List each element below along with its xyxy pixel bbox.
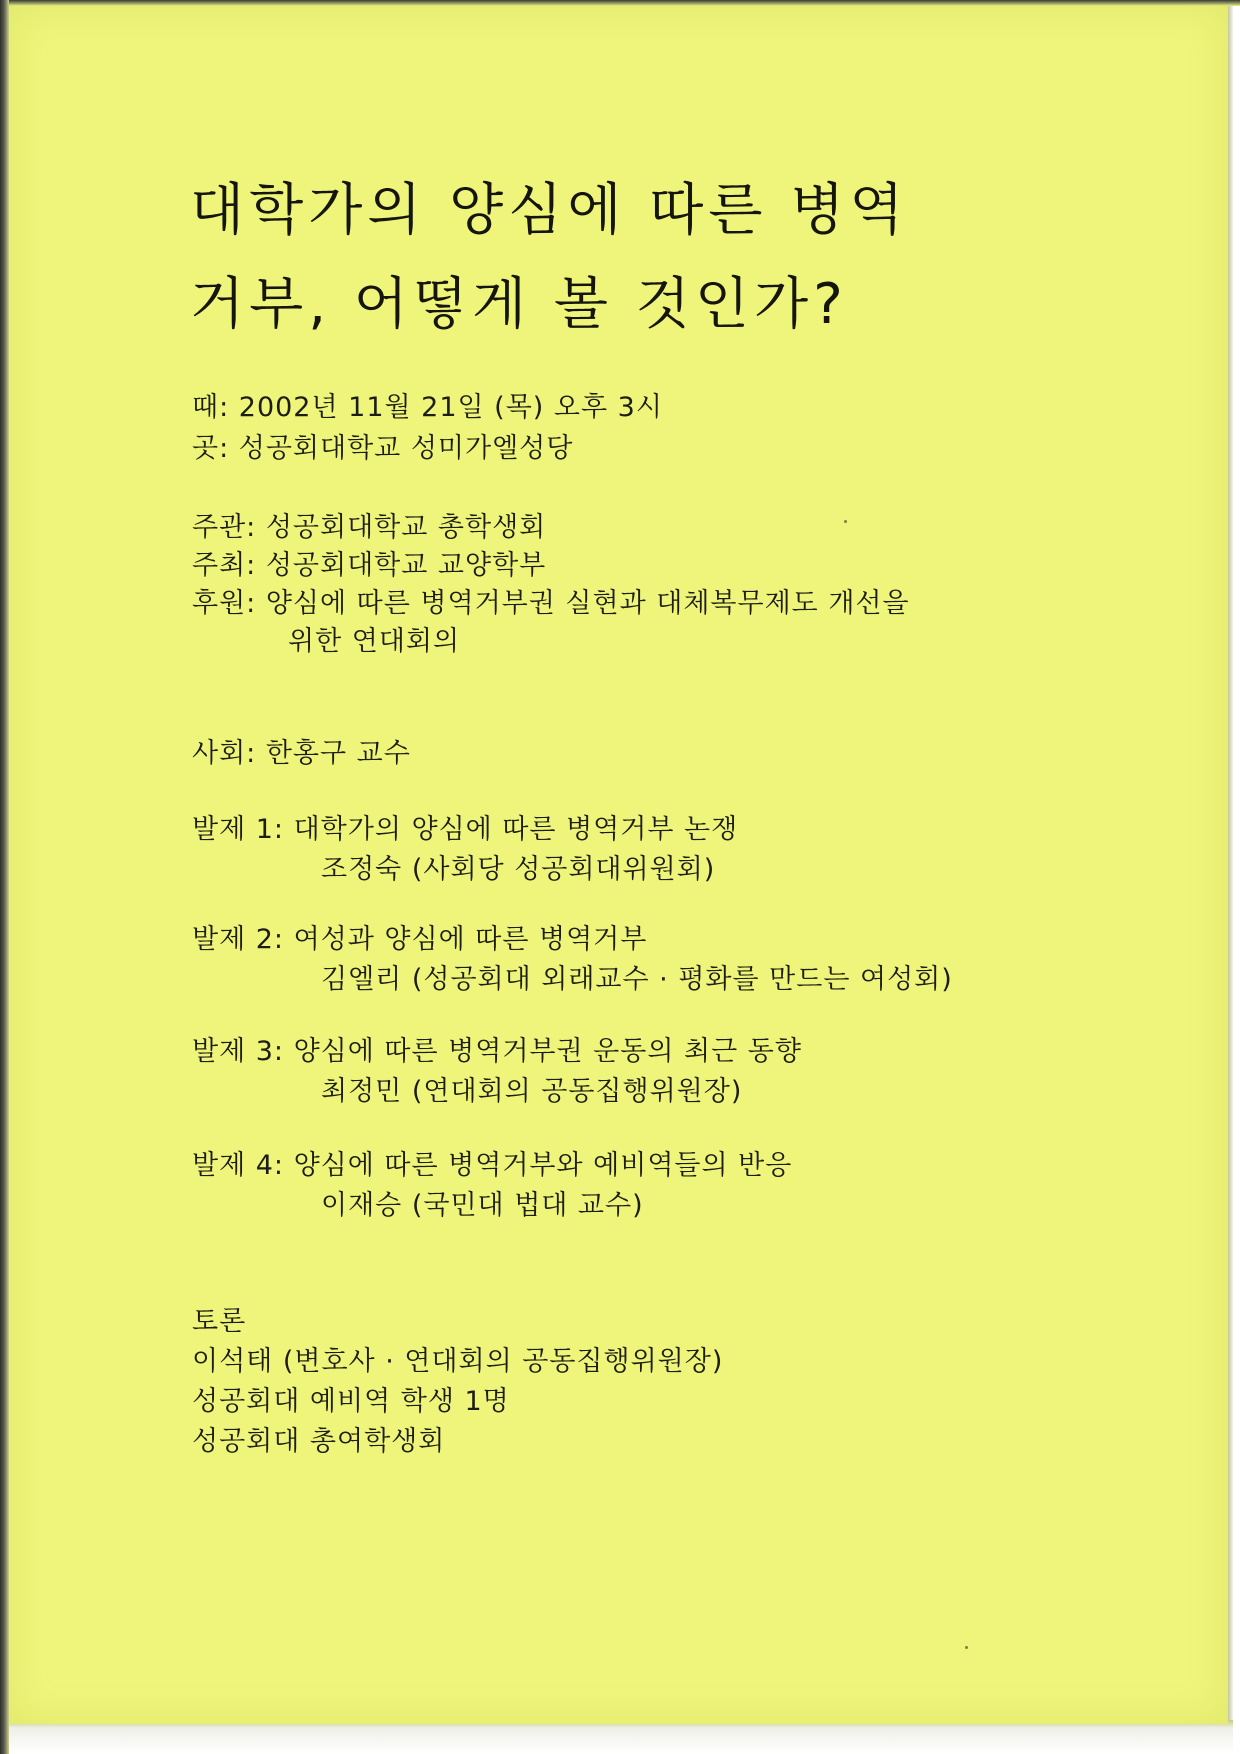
presentation-4-presenter: 이재승 (국민대 법대 교수) [321,1190,644,1221]
title-line-2: 거부, 어떻게 볼 것인가? [190,272,848,337]
sponsor-line-1: 후원: 양심에 따른 병역거부권 실현과 대체복무제도 개선을 [192,588,910,619]
host-line: 주관: 성공회대학교 총학생회 [192,512,547,543]
discussion-panelist: 성공회대 총여학생회 [192,1426,446,1457]
discussion-panelist: 이석태 (변호사 · 연대회의 공동집행위원장) [192,1346,724,1377]
presentation-3-presenter: 최정민 (연대회의 공동집행위원장) [321,1076,743,1107]
presentation-2-title: 발제 2: 여성과 양심에 따른 병역거부 [192,924,648,955]
scan-speck [965,1646,968,1649]
presentation-2-presenter: 김엘리 (성공회대 외래교수 · 평화를 만드는 여성회) [321,964,953,995]
organizer-line: 주최: 성공회대학교 교양학부 [192,550,547,581]
presentation-4-title: 발제 4: 양심에 따른 병역거부와 예비역들의 반응 [192,1150,793,1181]
sponsor-line-2: 위한 연대회의 [288,626,461,657]
flyer-sheet [9,6,1228,1724]
scan-edge-left [0,0,9,1754]
scan-speck [844,520,847,523]
moderator-line: 사회: 한홍구 교수 [192,738,411,769]
discussion-heading: 토론 [192,1306,247,1337]
flyer-title [190,164,1120,352]
event-time: 때: 2002년 11월 21일 (목) 오후 3시 [192,392,663,423]
presentation-1-title: 발제 1: 대학가의 양심에 따른 병역거부 논쟁 [192,814,739,845]
presentation-3-title: 발제 3: 양심에 따른 병역거부권 운동의 최근 동향 [192,1036,802,1067]
discussion-panelist: 성공회대 예비역 학생 1명 [192,1386,510,1417]
paper-bottom-edge [9,1720,1233,1754]
title-line-1: 대학가의 양심에 따른 병역 [190,178,909,243]
event-location: 곳: 성공회대학교 성미가엘성당 [192,433,574,464]
presentation-1-presenter: 조정숙 (사회당 성공회대위원회) [321,854,716,885]
